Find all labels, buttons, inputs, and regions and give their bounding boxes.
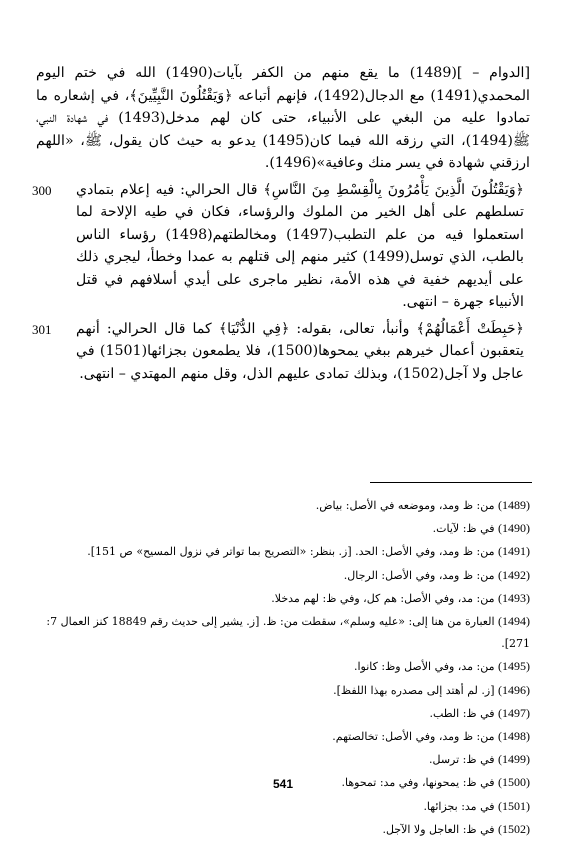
footnote: (1498) من: ظ ومد، وفي الأصل: تخالصتهم. [332, 729, 530, 744]
page-number: 541 [272, 777, 294, 791]
intro-paragraph [36, 62, 530, 175]
footnote: (1493) من: مد، وفي الأصل: هم كل، وفي ظ: لهم مدخلا. [271, 590, 530, 605]
footnote: (1502) في ظ: العاجل ولا الآجل. [382, 821, 530, 836]
entry-number: 301 [32, 321, 52, 337]
footnote: (1501) في مد: بجزائها. [423, 798, 530, 813]
intro-paragraph-text: [الدوام – ](1489) ما يقع منهم من الكفر بآيات(1490) الله في ختم اليوم المحمدي(1491) مع الدجال(1492)، فإنهم أتباعه ﴿وَيَقْتُلُونَ النَّبِيِّينَ﴾، في إشعاره ما تمادوا عليه من البغي على الأنبياء، حتى كان لهم مدخل(1493) في شهادة النبي، ﷺ(1494)، التي رزقه الله فيما كان(1495) يدعو به حيث كان يقول، ﷺ، «اللهم ارزقني شهادة في يسر منك وعافية»(1496). [36, 65, 531, 171]
entry-text: ﴿وَيَقْتُلُونَ الَّذِينَ يَأْمُرُونَ بِالْقِسْطِ مِنَ النَّاسِ﴾ قال الحرالي: فيه إعلام بتمادي تسلطهم على أهل الخير من الملوك والرؤساء، فكان في طيه الإلاحة لما استعملوا فيه من علم التطبب(1497) ومخالطتهم(1498) رؤساء الناس بالطب، الذي توسل(1499) كثير منهم إلى قتلهم به عمدا وخطأ، ليجري ذلك على أيديهم خفية في هذه الأمة، نظير ماجرى على أيدي أسلافهم في قتل الأنبياء جهرة – انتهى. [76, 181, 524, 310]
entry-300 [32, 179, 530, 314]
footnote-divider [370, 482, 532, 483]
footnote: (1499) في ظ: ترسل. [429, 752, 530, 767]
entry-number: 300 [32, 182, 52, 198]
footnote: (1496) [ز. لم أهتد إلى مصدره بهذا اللفظ]. [333, 682, 530, 697]
footnote: (1495) من: مد، وفي الأصل وظ: كانوا. [354, 659, 530, 674]
footnote: (1497) في ظ: الطب. [429, 705, 530, 720]
footnote: (1500) في ظ: يمحونها، وفي مد: تمحوها. [341, 775, 530, 790]
footnote: (1494) العبارة من هنا إلى: «عليه وسلم»، سقطت من: ظ. [ز. يشير إلى حديث رقم 18849 كنز العمال 7: 271]. [46, 614, 530, 651]
footnote: (1489) من: ظ ومد، وموضعه في الأصل: بياض. [315, 498, 530, 512]
footnote: (1491) من: ظ ومد، وفي الأصل: الحد. [ز. بنظر: «التصريح بما تواتر في نزول المسيح» ص 151]. [87, 544, 530, 559]
entry-301 [32, 318, 530, 386]
main-text [32, 62, 531, 385]
entry-text: ﴿حَبِطَتْ أَعْمَالُهُمْ﴾ وأنبأ، تعالى، بقوله: ﴿فِي الدُّنْيَا﴾ كما قال الحرالي: أنهم يتعقبون أعمال خيرهم ببغي يمحوها(1500)، فلا يطمعون بجزائها(1501) في عاجل ولا آجل(1502)، وبذلك تمادى عليهم الذل، وقل منهم المهتدي – انتهى. [76, 320, 524, 382]
footnote: (1490) في ظ: لآيات. [432, 521, 530, 536]
footnote: (1492) من: ظ ومد، وفي الأصل: الرجال. [343, 567, 530, 582]
